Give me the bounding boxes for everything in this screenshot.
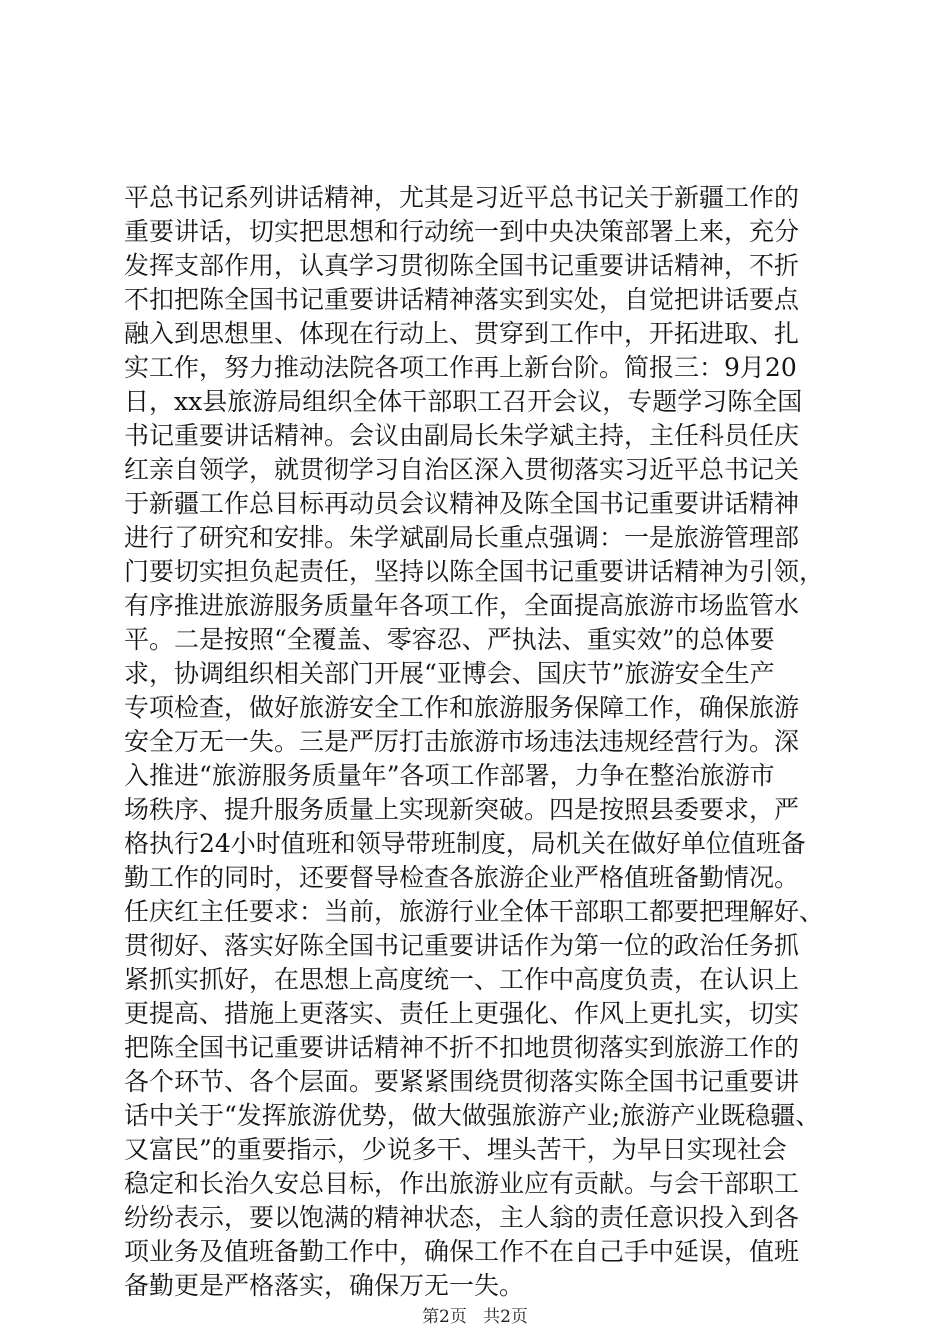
body-text-line: 融入到思想里、体现在行动上、贯穿到工作中，开拓进取、扎 [124,319,800,348]
footer-spacer [472,1307,477,1327]
body-text-line: 专项检查，做好旅游安全工作和旅游服务保障工作，确保旅游 [124,693,800,722]
body-text-line: 书记重要讲话精神。会议由副局长朱学斌主持，主任科员任庆 [124,421,800,450]
body-text-line: 备勤更是严格落实，确保万无一失。 [124,1271,525,1300]
body-text [124,181,864,1303]
body-text-line: 实工作，努力推动法院各项工作再上新台阶。简报三：9月20 [124,353,797,382]
body-text-line: 不扣把陈全国书记重要讲话精神落实到实处，自觉把讲话要点 [124,285,800,314]
body-text-line: 红亲自领学，就贯彻学习自治区深入贯彻落实习近平总书记关 [124,455,800,484]
body-text-line: 话中关于“发挥旅游优势，做大做强旅游产业;旅游产业既稳疆、 [124,1101,821,1130]
page-footer [0,1306,950,1328]
body-text-line: 格执行24小时值班和领导带班制度，局机关在做好单位值班备 [124,829,806,858]
body-text-line: 勤工作的同时，还要督导检查各旅游企业严格值班备勤情况。 [124,863,800,892]
body-text-line: 门要切实担负起责任，坚持以陈全国书记重要讲话精神为引领， [124,557,825,586]
body-text-line: 贯彻好、落实好陈全国书记重要讲话作为第一位的政治任务抓 [124,931,800,960]
body-text-line: 有序推进旅游服务质量年各项工作，全面提高旅游市场监管水 [124,591,800,620]
body-text-line: 入推进“旅游服务质量年”各项工作部署，力争在整治旅游市 [124,761,775,790]
body-text-line: 更提高、措施上更落实、责任上更强化、作风上更扎实，切实 [124,999,800,1028]
body-text-line: 平。二是按照“全覆盖、零容忍、严执法、重实效”的总体要 [124,625,775,654]
body-text-line: 发挥支部作用，认真学习贯彻陈全国书记重要讲话精神，不折 [124,251,800,280]
body-text-line: 进行了研究和安排。朱学斌副局长重点强调：一是旅游管理部 [124,523,800,552]
page-number: 第2页 [422,1307,467,1327]
body-text-line: 平总书记系列讲话精神，尤其是习近平总书记关于新疆工作的 [124,183,800,212]
page-total: 共2页 [483,1307,528,1327]
body-text-line: 把陈全国书记重要讲话精神不折不扣地贯彻落实到旅游工作的 [124,1033,800,1062]
body-text-line: 项业务及值班备勤工作中，确保工作不在自己手中延误，值班 [124,1237,800,1266]
body-text-line: 任庆红主任要求：当前，旅游行业全体干部职工都要把理解好、 [124,897,825,926]
body-text-line: 稳定和长治久安总目标，作出旅游业应有贡献。与会干部职工 [124,1169,800,1198]
body-text-line: 安全万无一失。三是严厉打击旅游市场违法违规经营行为。深 [124,727,800,756]
body-text-line: 重要讲话，切实把思想和行动统一到中央决策部署上来，充分 [124,217,800,246]
body-text-line: 场秩序、提升服务质量上实现新突破。四是按照县委要求，严 [124,795,800,824]
body-text-line: 紧抓实抓好，在思想上高度统一、工作中高度负责，在认识上 [124,965,800,994]
body-text-line: 又富民”的重要指示，少说多干、埋头苦干，为早日实现社会 [124,1135,787,1164]
body-text-line: 纷纷表示，要以饱满的精神状态，主人翁的责任意识投入到各 [124,1203,800,1232]
body-text-line: 日，xx县旅游局组织全体干部职工召开会议，专题学习陈全国 [124,387,803,416]
body-text-line: 各个环节、各个层面。要紧紧围绕贯彻落实陈全国书记重要讲 [124,1067,800,1096]
body-text-line: 求，协调组织相关部门开展“亚博会、国庆节”旅游安全生产 [124,659,775,688]
body-text-line: 于新疆工作总目标再动员会议精神及陈全国书记重要讲话精神 [124,489,800,518]
